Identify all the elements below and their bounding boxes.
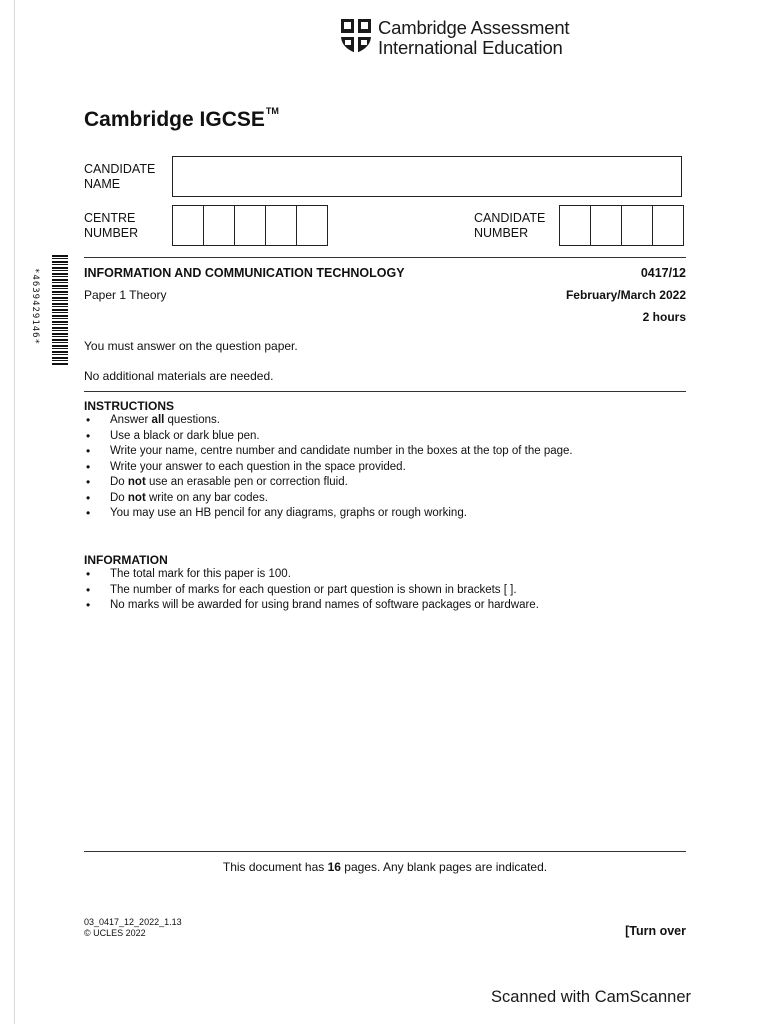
instruction-emphasis: not bbox=[127, 476, 146, 488]
centre-number-cell[interactable] bbox=[266, 206, 297, 245]
org-line-1: Cambridge Assessment bbox=[378, 17, 570, 38]
instruction-emphasis: all bbox=[151, 414, 165, 426]
camscanner-watermark: Scanned with CamScanner bbox=[491, 988, 691, 1006]
footer-rule bbox=[84, 851, 686, 852]
candidate-number-label-line1: CANDIDATE bbox=[474, 211, 546, 225]
instructions-section bbox=[84, 399, 684, 522]
qualification-text: Cambridge IGCSE bbox=[84, 108, 265, 131]
centre-number-boxes[interactable] bbox=[172, 205, 328, 246]
instruction-emphasis: not bbox=[127, 491, 146, 504]
divider-rule bbox=[84, 257, 686, 258]
cambridge-logo bbox=[340, 18, 569, 58]
centre-number-cell[interactable] bbox=[173, 206, 204, 245]
instruction-text: Answer bbox=[110, 414, 152, 426]
candidate-name-label-line2: NAME bbox=[84, 177, 121, 191]
document-code: 03_0417_12_2022_1.13 bbox=[84, 917, 182, 927]
org-name bbox=[378, 18, 569, 58]
org-line-2: International Education bbox=[378, 37, 563, 58]
page-edge bbox=[14, 0, 15, 1024]
instruction-text: You may use an HB pencil for any diagrams, graphs or rough working. bbox=[110, 507, 467, 519]
candidate-name-label bbox=[84, 162, 155, 192]
candidate-number-label-line2: NUMBER bbox=[474, 226, 529, 240]
page-count-note bbox=[84, 860, 686, 874]
candidate-number-cell[interactable] bbox=[591, 206, 622, 245]
information-item: • No marks will be awarded for using brand names of software packages or hardware. bbox=[84, 598, 684, 614]
paper-name: Paper 1 Theory bbox=[84, 288, 167, 302]
page-count-value: 16 bbox=[327, 860, 341, 874]
candidate-number-boxes[interactable] bbox=[559, 205, 684, 246]
candidate-number-cell[interactable] bbox=[622, 206, 653, 245]
trademark: TM bbox=[265, 106, 279, 116]
barcode bbox=[52, 255, 68, 365]
instruction-item bbox=[84, 491, 684, 507]
centre-number-cell[interactable] bbox=[204, 206, 235, 245]
turn-over: [Turn over bbox=[625, 924, 686, 938]
instruction-item bbox=[84, 413, 684, 429]
information-list bbox=[84, 567, 684, 614]
instruction-item bbox=[84, 429, 684, 445]
cambridge-crest-icon bbox=[340, 18, 372, 54]
instruction-text: use an erasable pen or correction fluid. bbox=[145, 476, 348, 488]
barcode-number: *4639429146* bbox=[30, 268, 40, 346]
instruction-text: Write your answer to each question in the space provided. bbox=[110, 460, 406, 473]
paper-code: 0417/12 bbox=[640, 266, 686, 280]
qualification-title bbox=[84, 108, 279, 132]
centre-number-label-line2: NUMBER bbox=[84, 226, 139, 240]
document-meta bbox=[84, 917, 182, 939]
instruction-item bbox=[84, 460, 684, 476]
information-section bbox=[84, 553, 684, 614]
instruction-text: Do bbox=[110, 476, 128, 488]
instruction-text: Use a black or dark blue pen. bbox=[110, 429, 260, 442]
exam-session: February/March 2022 bbox=[565, 288, 686, 302]
divider-rule bbox=[84, 391, 686, 392]
instruction-item bbox=[84, 506, 684, 522]
centre-number-label-line1: CENTRE bbox=[84, 211, 136, 225]
subject-title: INFORMATION AND COMMUNICATION TECHNOLOGY bbox=[84, 266, 405, 280]
instructions-title: INSTRUCTIONS bbox=[84, 399, 174, 413]
exam-duration: 2 hours bbox=[642, 310, 686, 324]
candidate-name-box[interactable] bbox=[172, 156, 682, 197]
page-count-pre: This document has bbox=[222, 860, 328, 874]
instruction-text: Do bbox=[110, 491, 128, 504]
centre-number-cell[interactable] bbox=[235, 206, 266, 245]
instructions-list bbox=[84, 413, 684, 522]
candidate-number-label bbox=[474, 211, 545, 241]
page-count-post: pages. Any blank pages are indicated. bbox=[340, 860, 548, 874]
answer-note: You must answer on the question paper. bbox=[84, 339, 298, 353]
information-title: INFORMATION bbox=[84, 553, 168, 567]
copyright: © UCLES 2022 bbox=[84, 928, 146, 938]
centre-number-label bbox=[84, 211, 138, 241]
instruction-text: write on any bar codes. bbox=[145, 491, 268, 504]
materials-note: No additional materials are needed. bbox=[84, 369, 274, 383]
information-item: • The total mark for this paper is 100. bbox=[84, 567, 684, 583]
candidate-number-cell[interactable] bbox=[653, 206, 683, 245]
centre-number-cell[interactable] bbox=[297, 206, 327, 245]
instruction-text: Write your name, centre number and candidate number in the boxes at the top of the page. bbox=[110, 445, 573, 457]
instruction-item bbox=[84, 444, 684, 460]
candidate-name-label-line1: CANDIDATE bbox=[84, 162, 156, 176]
instruction-text: questions. bbox=[164, 414, 220, 426]
instruction-item bbox=[84, 475, 684, 491]
candidate-number-cell[interactable] bbox=[560, 206, 591, 245]
information-item: • The number of marks for each question or part question is shown in brackets [ ]. bbox=[84, 583, 684, 599]
